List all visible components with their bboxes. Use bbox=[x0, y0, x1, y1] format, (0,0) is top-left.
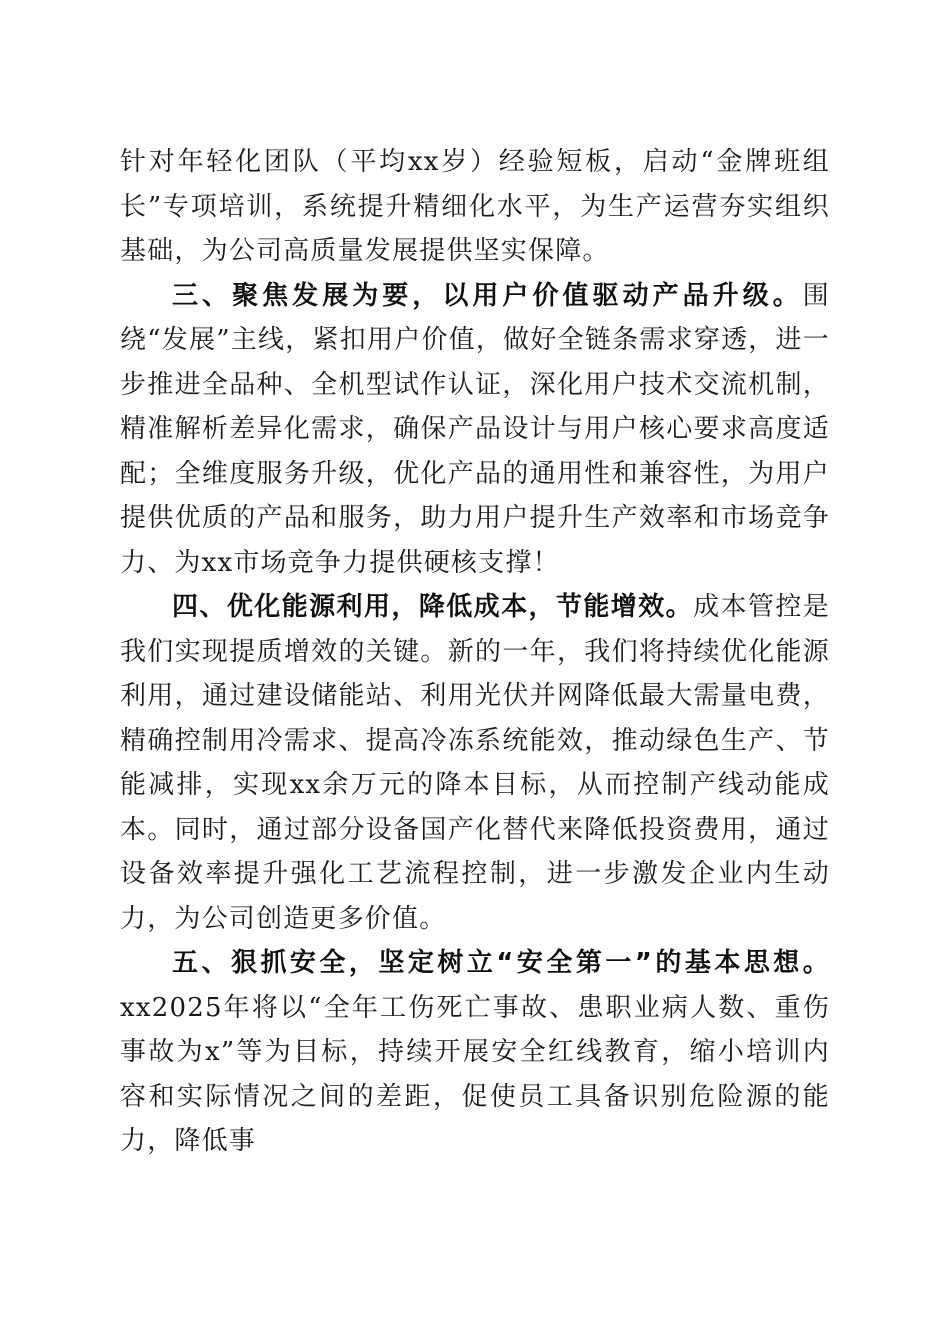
paragraph-body: 成本管控是我们实现提质增效的关键。新的一年，我们将持续优化能源利用，通过建设储能站、利用光伏并网降低最大需量电费，精确控制用冷需求、提高冷冻系统能效，推动绿色生产、节能减排，实现xx余万元的降本目标，从而控制产线动能成本。同时，通过部分设备国产化替代来降低投资费用，通过设备效率提升强化工艺流程控制，进一步激发企业内生动力，为公司创造更多价值。 bbox=[120, 592, 830, 934]
section-heading: 三、聚焦发展为要，以用户价值驱动产品升级。 bbox=[172, 280, 803, 311]
paragraph-team-training bbox=[120, 140, 830, 274]
document-body bbox=[120, 140, 830, 1164]
paragraph-section-five bbox=[120, 941, 830, 1164]
paragraph-section-four bbox=[120, 585, 830, 941]
paragraph-body: xx2025年将以“全年工伤死亡事故、患职业病人数、重伤事故为x”等为目标，持续开展安全红线教育，缩小培训内容和实际情况之间的差距，促使员工具备识别危险源的能力，降低事 bbox=[120, 992, 830, 1156]
section-heading: 五、狠抓安全，坚定树立“安全第一”的基本思想。 bbox=[172, 948, 830, 978]
paragraph-body: 针对年轻化团队（平均xx岁）经验短板，启动“金牌班组长”专项培训，系统提升精细化水平，为生产运营夯实组织基础，为公司高质量发展提供坚实保障。 bbox=[120, 147, 830, 266]
paragraph-body: 围绕“发展”主线，紧扣用户价值，做好全链条需求穿透，进一步推进全品种、全机型试作认证，深化用户技术交流机制，精准解析差异化需求，确保产品设计与用户核心要求高度适配；全维度服务升级，优化产品的通用性和兼容性，为用户提供优质的产品和服务，助力用户提升生产效率和市场竞争力、为xx市场竞争力提供硬核支撑！ bbox=[120, 280, 830, 578]
section-heading: 四、优化能源利用，降低成本，节能增效。 bbox=[172, 592, 694, 622]
paragraph-section-three bbox=[120, 274, 830, 586]
